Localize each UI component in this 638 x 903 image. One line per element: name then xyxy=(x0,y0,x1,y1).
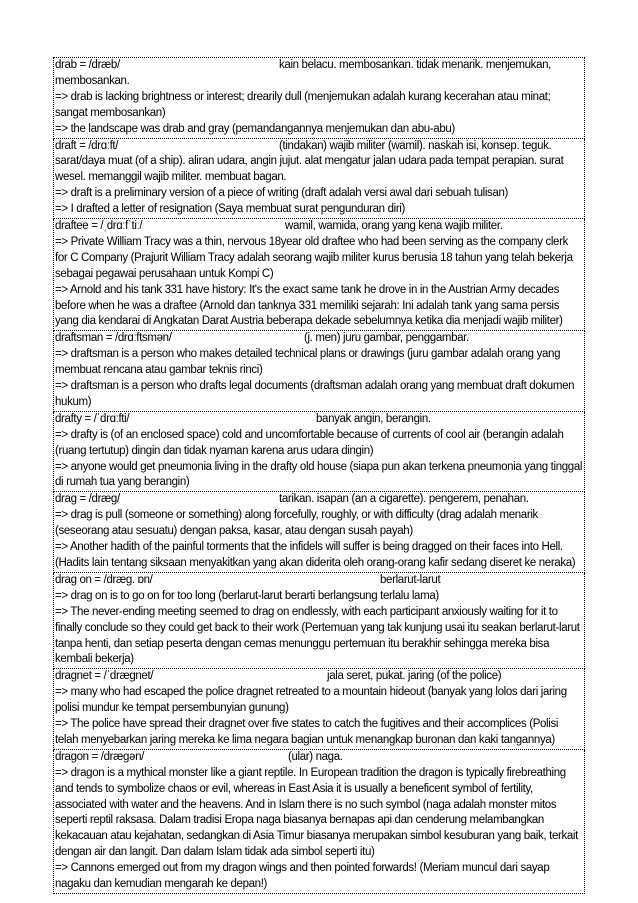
example-line: => The never-ending meeting seemed to drag on endlessly, with each participant anxiously waiting for it to finally conclude so they could get back to their work (Pertemuan yang tak kunjung usai itu seakan berlarut-larut tanpa henti, dan setiap peserta dengan cemas menunggu pertemuan itu berakhir sehingga mereka bisa kembali bekerja) xyxy=(55,605,580,666)
example-line: => the landscape was drab and gray (pemandangannya menjemukan dan abu-abu) xyxy=(55,122,455,135)
example-line: => Arnold and his tank 331 have history: It's the exact same tank he drove in in the Austrian Army decades before when he was a draftee (Arnold dan tanknya 331 memiliki sejarah: Ini adalah tank yang sama persis yang dia kendarai di Angkatan Darat Austria beberapa dekade sebelumnya ketika dia menjadi wajib militer) xyxy=(55,283,563,328)
example-line: => draftsman is a person who makes detailed technical plans or drawings (juru gambar adalah orang yang membuat rencana atau gambar teknis rinci) xyxy=(55,348,561,377)
entry-draftsman xyxy=(53,331,585,412)
translation: (ular) naga. xyxy=(288,750,343,763)
headword: draftsman = /drɑːftsmən/ xyxy=(55,332,172,345)
example-line: => drafty is (of an enclosed space) cold and uncomfortable because of currents of cool air (berangin adalah (ruang tertutup) dingin dan tidak nyaman karena arus udara dingin) xyxy=(55,428,564,457)
example-line: => Another hadith of the painful torments that the infidels will suffer is being dragged on their faces into Hell. (Hadits lain tentang siksaan menyakitkan yang akan diderita oleh orang-orang kafir sedang diseret ke neraka) xyxy=(55,541,576,569)
headword: drag on = /dræg. ɒn/ xyxy=(55,573,153,586)
translation: jala seret, pukat. jaring (of the police) xyxy=(327,670,502,683)
translation: kain belacu. membosankan. tidak menarik. menjemukan, xyxy=(279,59,552,71)
translation: (tindakan) wajib militer (wamil). naskah isi, konsep. teguk. xyxy=(279,139,552,152)
translation-continued: sarat/daya muat (of a ship). aliran udara, angin jujut. alat mengatur jalan udara pada tempat perapian. surat wesel. memanggil wajib militer. membuat bagan. xyxy=(55,155,564,184)
example-line: => drag is pull (someone or something) along forcefully, roughly, or with difficulty (drag adalah menarik (seseorang atau sesuatu) dengan paksa, kasar, atau dengan susah payah) xyxy=(55,509,538,538)
example-line: => The police have spread their dragnet over five states to catch the fugitives and their accomplices (Polisi telah menyebarkan jaring mereka ke lima negara bagian untuk menangkap buronan dan kaki tangannya) xyxy=(55,718,559,746)
headword: draftee = /ˌdrɑːfˈtiː/ xyxy=(55,220,143,233)
entry-draftee xyxy=(53,219,585,331)
entry-drag xyxy=(53,492,585,573)
entry-drafty xyxy=(53,412,585,493)
example-line: => draft is a preliminary version of a piece of writing (draft adalah versi awal dari sebuah tulisan) xyxy=(55,187,509,200)
headword: drag = /dræg/ xyxy=(55,493,120,506)
example-line: => anyone would get pneumonia living in the drafty old house (siapa pun akan terkena pneumonia yang tinggal di rumah tua yang berangin) xyxy=(55,460,583,489)
entry-drab xyxy=(53,58,585,139)
dictionary-document xyxy=(53,57,585,894)
example-line: => Private William Tracy was a thin, nervous 18year old draftee who had been serving as the company clerk for C Company (Prajurit William Tracy adalah seorang wajib militer kurus berusia 18 tahun yang telah bekerja sebagai pegawai perusahaan untuk Kompi C) xyxy=(55,235,573,280)
translation: berlarut-larut xyxy=(380,573,441,586)
headword: dragnet = /ˈdrægnet/ xyxy=(55,670,154,683)
headword: dragon = /drægən/ xyxy=(55,750,144,763)
headword: drab = /dræb/ xyxy=(55,59,120,71)
example-line: => dragon is a mythical monster like a giant reptile. In European tradition the dragon is typically firebreathing and tends to symbolize chaos or evil, whereas in East Asia it is usually a beneficent symbol of fertility, associated with water and the heavens. And in Islam there is no such symbol (naga adalah monster mitos seperti reptil raksasa. Dalam tradisi Eropa naga biasanya bernapas api dan cenderung melambangkan kekacauan atau kejahatan, sedangkan di Asia Timur biasanya merupakan simbol kesuburan yang baik, terkait dengan air dan langit. Dan dalam Islam tidak ada simbol seperti itu) xyxy=(55,766,578,859)
translation: tarikan. isapan (an a cigarette). pengerem, penahan. xyxy=(279,493,529,506)
example-line: => drab is lacking brightness or interest; drearily dull (menjemukan adalah kurang kecerahan atau minat; sangat membosankan) xyxy=(55,90,551,119)
translation: (j. men) juru gambar, penggambar. xyxy=(304,332,469,345)
headword: drafty = /ˈdrɑːfti/ xyxy=(55,412,130,425)
headword: draft = /drɑːft/ xyxy=(55,139,119,152)
entry-dragon xyxy=(53,750,585,894)
entry-drag-on xyxy=(53,573,585,669)
example-line: => draftsman is a person who drafts legal documents (draftsman adalah orang yang membuat draft dokumen hukum) xyxy=(55,380,575,408)
entry-draft xyxy=(53,139,585,220)
translation-continued: membosankan. xyxy=(55,74,130,87)
example-line: => many who had escaped the police dragnet retreated to a mountain hideout (banyak yang lolos dari jaring polisi mundur ke tempat persembunyian gunung) xyxy=(55,686,567,715)
translation: banyak angin, berangin. xyxy=(316,412,431,425)
example-line: => Cannons emerged out from my dragon wings and then pointed forwards! (Meriam muncul dari sayap nagaku dan kemudian mengarah ke depan!) xyxy=(55,862,550,891)
example-line: => drag on is to go on for too long (berlarut-larut berarti berlangsung terlalu lama) xyxy=(55,589,439,602)
translation: wamil, wamida, orang yang kena wajib militer. xyxy=(285,220,503,233)
example-line: => I drafted a letter of resignation (Saya membuat surat pengunduran diri) xyxy=(55,203,405,216)
entry-dragnet xyxy=(53,669,585,750)
